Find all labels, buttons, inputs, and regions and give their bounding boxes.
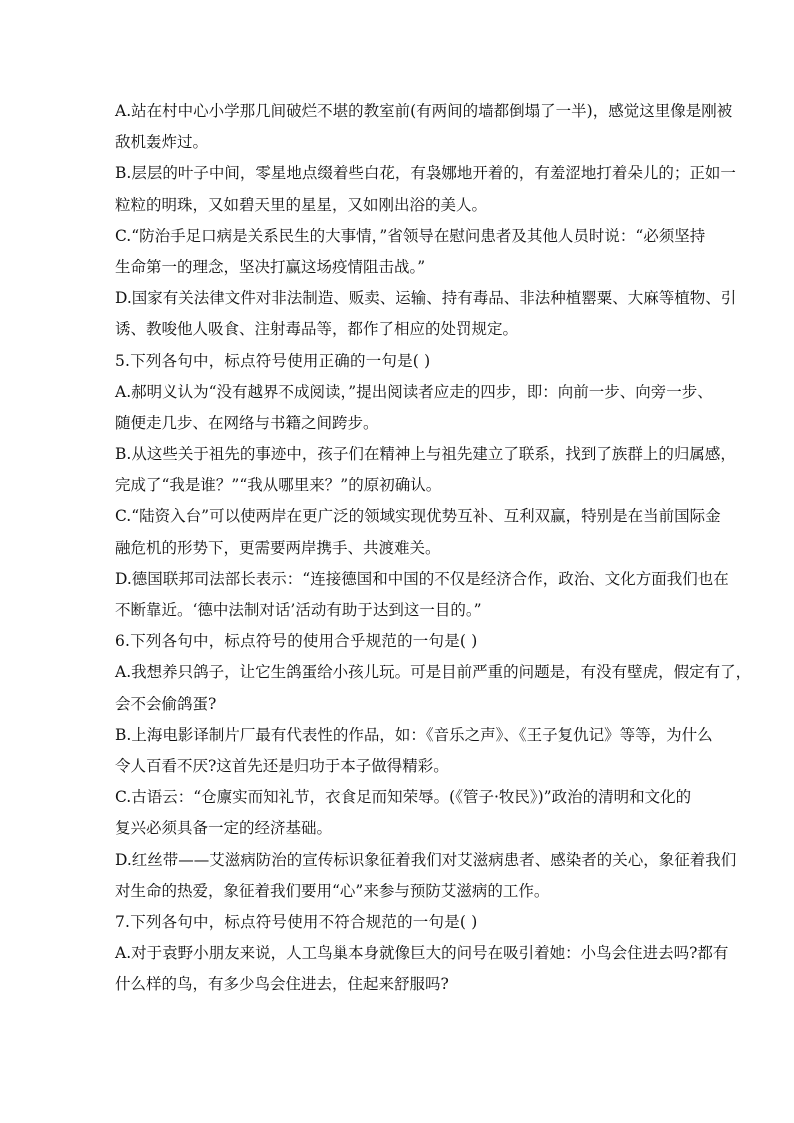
option-d-line-1: D.国家有关法律文件对非法制造、贩卖、运输、持有毒品、非法种植罂粟、大麻等植物、引 — [115, 289, 737, 308]
q7-option-a-line-2: 什么样的鸟，有多少鸟会住进去，住起来舒服吗? — [115, 975, 449, 994]
q6-option-c-line-2: 复兴必须具备一定的经济基础。 — [115, 819, 333, 838]
q7-option-a-line-1: A.对于袁野小朋友来说，人工鸟巢本身就像巨大的问号在吸引着她：小鸟会住进去吗?都有 — [115, 944, 729, 963]
q5-option-c-line-1: C.“陆资入台”可以使两岸在更广泛的领域实现优势互补、互利双赢，特别是在当前国际金 — [115, 507, 721, 526]
option-c-line-1: C.“防治手足口病是关系民生的大事情，”省领导在慰问患者及其他人员时说：“必须坚持 — [115, 226, 706, 245]
q5-option-d-line-1: D.德国联邦司法部长表示：“连接德国和中国的不仅是经济合作，政治、文化方面我们也在 — [115, 569, 729, 588]
q6-option-b-line-1: B.上海电影译制片厂最有代表性的作品，如：《音乐之声》、《王子复仇记》等等，为什么 — [115, 725, 713, 744]
q6-option-a-line-1: A.我想养只鸽子，让它生鸽蛋给小孩儿玩。可是目前严重的问题是，有没有壁虎，假定有了， — [115, 663, 752, 682]
q6-option-c-line-1: C.古语云：“仓廪实而知礼节，衣食足而知荣辱。(《管子·牧民》)”政治的清明和文化的 — [115, 788, 692, 807]
option-a-line-2: 敌机轰炸过。 — [115, 133, 209, 152]
q6-option-d-line-1: D.红丝带——艾滋病防治的宣传标识象征着我们对艾滋病患者、感染者的关心，象征着我们 — [115, 850, 737, 869]
q6-option-a-line-2: 会不会偷鸽蛋? — [115, 694, 217, 713]
option-d-line-2: 诱、教唆他人吸食、注射毒品等，都作了相应的处罚规定。 — [115, 320, 519, 339]
question-5-stem: 5.下列各句中，标点符号使用正确的一句是( ) — [115, 351, 431, 370]
q6-option-d-line-2: 对生命的热爱，象征着我们要用“心”来参与预防艾滋病的工作。 — [115, 881, 550, 900]
q5-option-d-line-2: 不断靠近。‘德中法制对话’活动有助于达到这一目的。” — [115, 601, 482, 619]
q5-option-b-line-1: B.从这些关于祖先的事迹中，孩子们在精神上与祖先建立了联系，找到了族群上的归属感， — [115, 445, 736, 464]
q5-option-a-line-2: 随便走几步、在网络与书籍之间跨步。 — [115, 413, 379, 432]
question-6-stem: 6.下列各句中，标点符号的使用合乎规范的一句是( ) — [115, 632, 478, 651]
option-a-line-1: A.站在村中心小学那几间破烂不堪的教室前(有两间的墙都倒塌了一半)，感觉这里像是刚被 — [115, 102, 733, 120]
q5-option-b-line-2: 完成了“我是谁？”“我从哪里来？”的原初确认。 — [115, 476, 442, 495]
q5-option-c-line-2: 融危机的形势下，更需要两岸携手、共渡难关。 — [115, 538, 441, 557]
option-c-line-2: 生命第一的理念，坚决打赢这场疫情阻击战。” — [115, 257, 426, 276]
option-b-line-1: B.层层的叶子中间，零星地点缀着些白花，有袅娜地开着的，有羞涩地打着朵儿的；正如一 — [115, 164, 736, 183]
q5-option-a-line-1: A.郝明义认为“没有越界不成阅读，”提出阅读者应走的四步，即：向前一步、向旁一步、 — [115, 382, 713, 401]
question-7-stem: 7.下列各句中，标点符号使用不符合规范的一句是( ) — [115, 912, 478, 931]
option-b-line-2: 粒粒的明珠，又如碧天里的星星，又如刚出浴的美人。 — [115, 195, 488, 214]
document-content — [115, 96, 752, 1000]
q6-option-b-line-2: 令人百看不厌?这首先还是归功于本子做得精彩。 — [115, 756, 449, 775]
